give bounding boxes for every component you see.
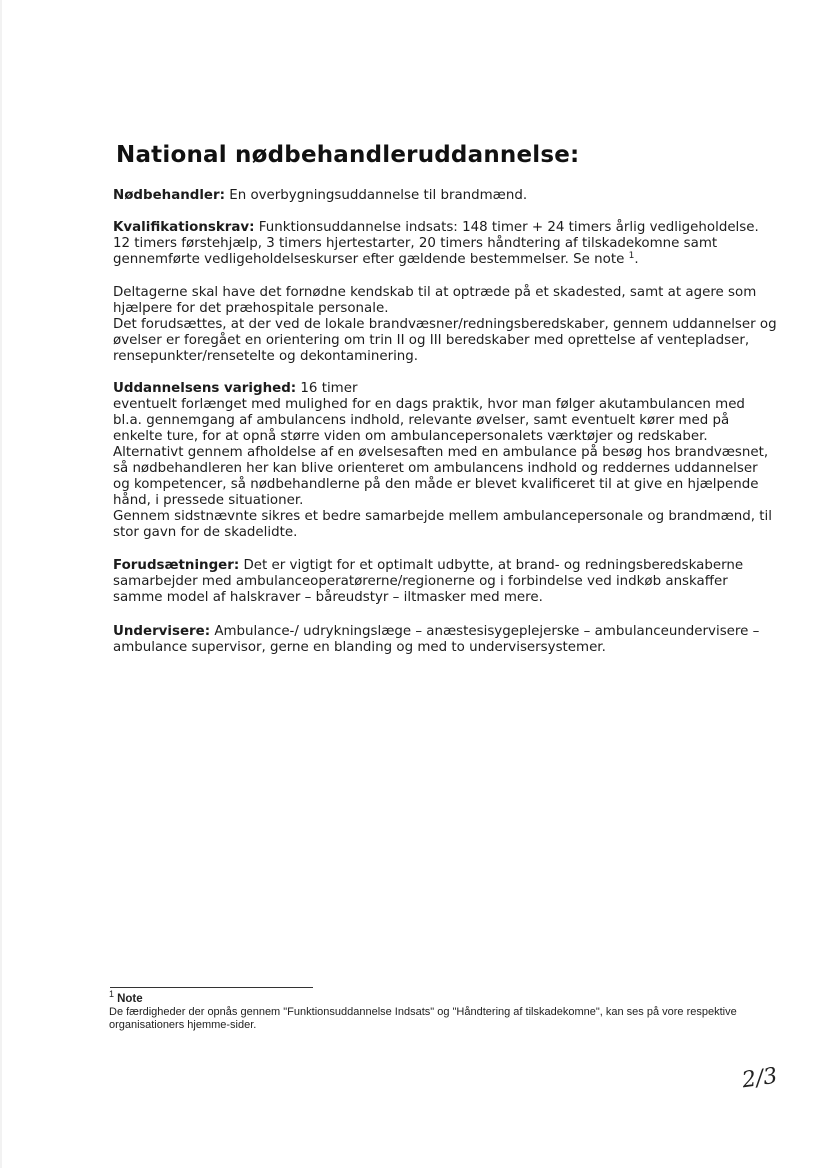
undervisere-text: Ambulance-/ udrykningslæge – anæstesisygeplejerske – ambulanceundervisere – ambulance supervisor, gerne en blanding og med to undervisersystemer. bbox=[113, 624, 760, 655]
document-title: National nødbehandleruddannelse: bbox=[116, 142, 580, 168]
section-varighed bbox=[113, 381, 778, 541]
section-kvalifikationskrav bbox=[113, 220, 778, 268]
varighed-value: 16 timer bbox=[296, 381, 358, 396]
footnote bbox=[109, 989, 789, 1032]
deltagerne-paragraph-1: Deltagerne skal have det fornødne kendskab til at optræde på et skadested, samt at agere som hjælpere for det præhospitale personale. bbox=[113, 285, 757, 316]
footnote-heading: Note bbox=[117, 993, 143, 1005]
undervisere-label: Undervisere: bbox=[113, 624, 211, 639]
footnote-separator bbox=[110, 987, 313, 988]
varighed-paragraph-3: Gennem sidstnævnte sikres et bedre samarbejde mellem ambulancepersonale og brandmænd, til stor gavn for de skadelidte. bbox=[113, 509, 772, 540]
section-undervisere bbox=[113, 624, 778, 656]
footnote-text: De færdigheder der opnås gennem "Funktionsuddannelse Indsats" og "Håndtering af tilskadekomne", kan ses på vore respektive organisationers hjemme-sider. bbox=[109, 1006, 737, 1031]
varighed-label: Uddannelsens varighed: bbox=[113, 381, 297, 396]
noedbehandler-text: En overbygningsuddannelse til brandmænd. bbox=[224, 188, 528, 203]
kvalifikation-label: Kvalifikationskrav: bbox=[113, 220, 255, 235]
deltagerne-paragraph-2: Det forudsættes, at der ved de lokale brandvæsner/redningsberedskaber, gennem uddannelser og øvelser er foregået en orientering om trin II og III beredskaber med oprettelse af ventepladser, rensepunkter/rensetelte og dekontaminering. bbox=[113, 317, 777, 364]
note-reference[interactable]: 1 bbox=[628, 251, 635, 261]
section-noedbehandler bbox=[113, 188, 778, 204]
section-forudsaetninger bbox=[113, 558, 778, 606]
page-number: 2/3 bbox=[740, 1063, 779, 1094]
kvalifikation-end: . bbox=[634, 252, 639, 267]
forudsaetninger-text: Det er vigtigt for et optimalt udbytte, at brand- og redningsberedskaberne samarbejder med ambulanceoperatørerne/regionerne og i forbindelse ved indkøb anskaffer samme model af halskraver – båreudstyr – iltmasker med mere. bbox=[113, 558, 744, 605]
kvalifikation-text: Funktionsuddannelse indsats: 148 timer + 24 timers årlig vedligeholdelse. 12 timers førstehjælp, 3 timers hjertestarter, 20 timers håndtering af tilskadekomne samt gennemførte vedligeholdelseskurser efter gældende bestemmelser. Se note bbox=[113, 220, 759, 267]
scan-edge bbox=[0, 0, 2, 1168]
varighed-paragraph-1: eventuelt forlænget med mulighed for en dags praktik, hvor man følger akutambulancen med bl.a. gennemgang af ambulancens indhold, relevante øvelser, samt eventuelt kører med på enkelte ture, for at opnå større viden om ambulancepersonalets værktøjer og redskaber. bbox=[113, 397, 745, 444]
footnote-number: 1 bbox=[109, 989, 115, 999]
forudsaetninger-label: Forudsætninger: bbox=[113, 558, 240, 573]
section-deltagerne bbox=[113, 285, 778, 365]
varighed-paragraph-2: Alternativt gennem afholdelse af en øvelsesaften med en ambulance på besøg hos brandvæsnet, så nødbehandleren her kan blive orienteret om ambulancens indhold og reddernes uddannelser og kompetencer, så nødbehandlerne på den måde er blevet kvalificeret til at give en hjælpende hånd, i pressede situationer. bbox=[113, 445, 769, 508]
noedbehandler-label: Nødbehandler: bbox=[113, 188, 225, 203]
